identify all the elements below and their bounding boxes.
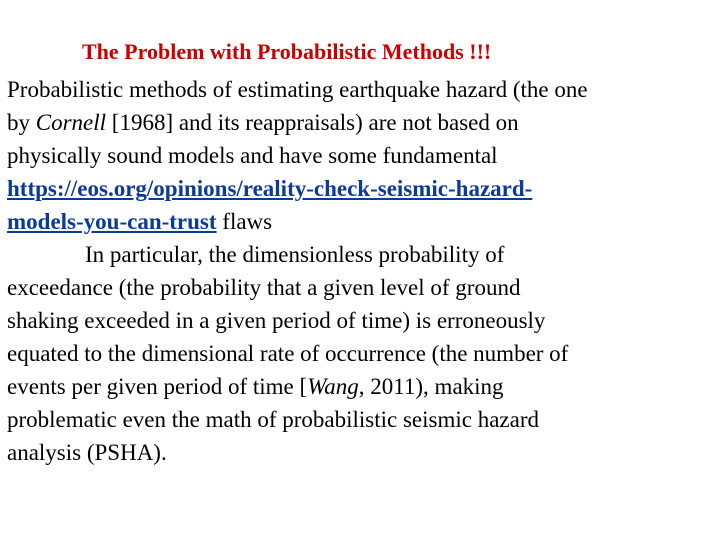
eos-article-link-part1[interactable]: https://eos.org/opinions/reality-check-seismic-hazard- <box>7 176 533 201</box>
slide-title: The Problem with Probabilistic Methods !!! <box>82 39 492 64</box>
line5-suffix: flaws <box>216 209 273 234</box>
paragraph1-line5 <box>7 205 272 238</box>
paragraph2-line5 <box>7 370 504 403</box>
paragraph1-line4 <box>7 172 532 205</box>
paragraph2-line6: problematic even the math of probabilistic seismic hazard <box>7 407 540 432</box>
paragraph1-line3: physically sound models and have some fundamental <box>7 143 498 168</box>
paragraph2-line2: exceedance (the probability that a given level of ground <box>7 275 521 300</box>
paragraph2-line3: shaking exceeded in a given period of time) is erroneously <box>7 308 546 333</box>
line5-suffix-wang: , 2011), making <box>358 374 504 399</box>
eos-article-link-part2[interactable]: models-you-can-trust <box>7 209 217 234</box>
paragraph2-line7: analysis (PSHA). <box>7 440 167 465</box>
line5-prefix: events per given period of time [ <box>7 374 308 399</box>
line2-prefix: by <box>7 110 36 135</box>
author-wang: Wang <box>307 374 359 399</box>
paragraph1-line2 <box>7 106 519 139</box>
paragraph1-line1: Probabilistic methods of estimating earthquake hazard (the one <box>7 77 588 102</box>
line2-suffix: [1968] and its reappraisals) are not based on <box>106 110 519 135</box>
paragraph2-line1: In particular, the dimensionless probability of <box>85 242 505 267</box>
paragraph2-line4: equated to the dimensional rate of occurrence (the number of <box>7 341 569 366</box>
author-cornell: Cornell <box>35 110 107 135</box>
